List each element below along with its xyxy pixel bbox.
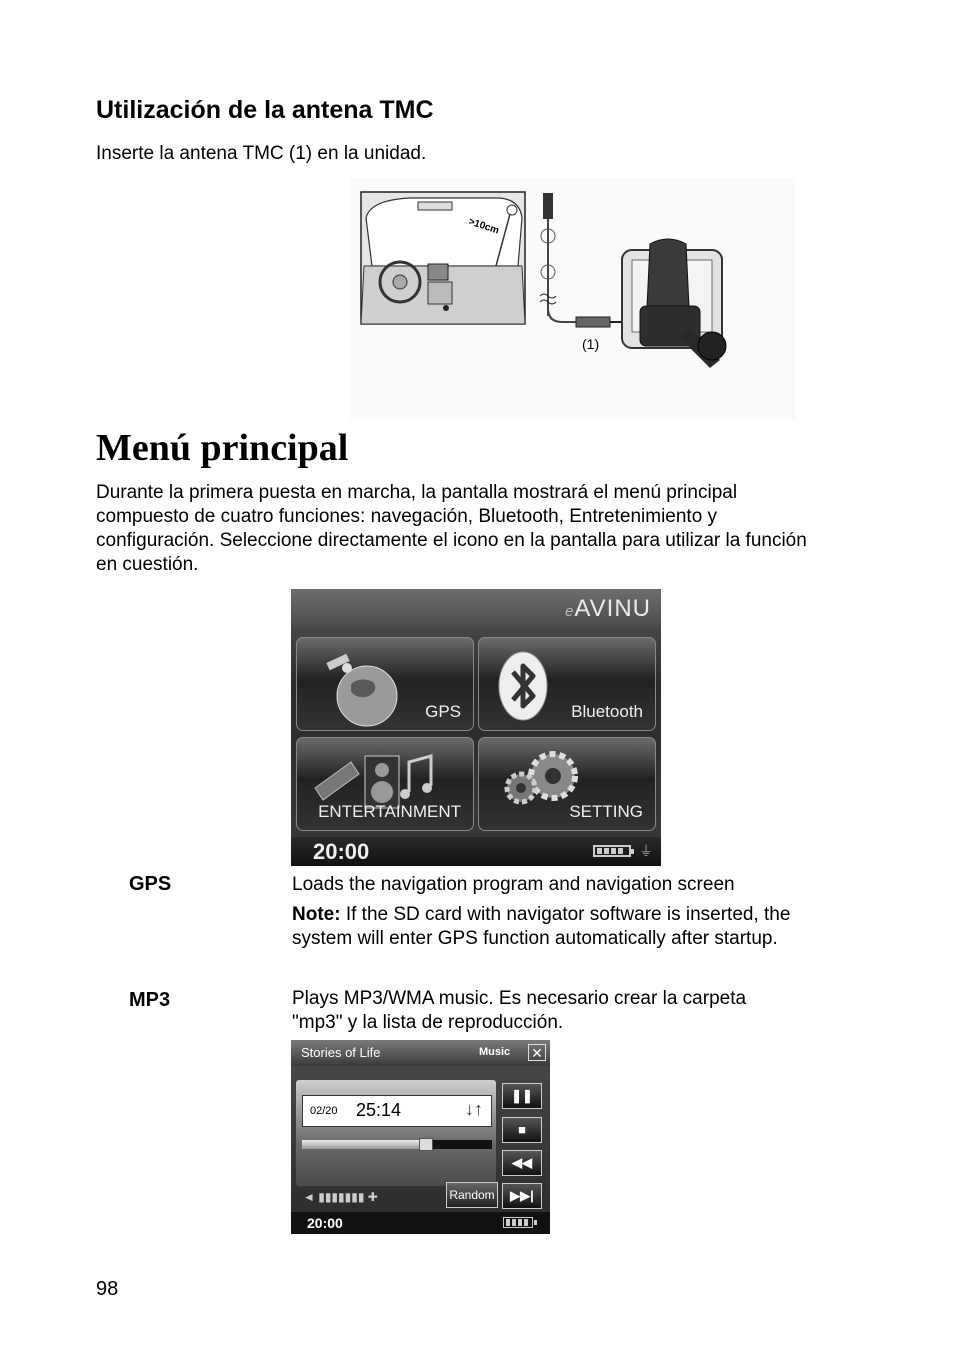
music-topbar <box>291 1040 550 1066</box>
stop-button[interactable]: ■ <box>502 1117 542 1143</box>
close-icon[interactable]: ✕ <box>528 1044 546 1061</box>
bluetooth-icon <box>493 648 553 731</box>
brand-logo: eAVINU <box>565 595 651 622</box>
page-number: 98 <box>96 1278 119 1300</box>
mp3-description: Plays MP3/WMA music. Es necesario crear la carpeta "mp3" y la lista de reproducción. <box>292 988 747 1033</box>
song-title: Stories of Life <box>301 1045 381 1060</box>
pause-button[interactable]: ❚❚ <box>502 1083 542 1109</box>
music-statusbar <box>291 1212 550 1234</box>
sort-arrows-icon[interactable]: ↓↑ <box>465 1099 483 1119</box>
battery-icon-small <box>503 1217 533 1228</box>
entertainment-tile[interactable] <box>296 737 474 831</box>
tmc-antenna-figure <box>350 178 796 420</box>
setting-tile-label: SETTING <box>569 802 643 821</box>
gps-tile-label: GPS <box>425 702 461 721</box>
random-button[interactable]: Random <box>446 1182 498 1208</box>
gps-note: Note: If the SD card with navigator software is inserted, the system will enter GPS function automatically after startup. <box>292 904 791 949</box>
play-time: 25:14 <box>356 1100 402 1120</box>
tmc-instruction: Inserte la antena TMC (1) en la unidad. <box>96 143 427 164</box>
menu-description: Durante la primera puesta en marcha, la pantalla mostrará el menú principal compuesto de cuatro funciones: navegación, Bluetooth, Entretenimiento y configuración. Seleccione directamente el icono en la pantalla para utilizar la función en cuestión. <box>96 482 807 575</box>
menu-clock: 20:00 <box>313 839 370 864</box>
previous-button[interactable]: ◀◀ <box>502 1150 542 1176</box>
menu-topbar <box>291 589 661 629</box>
track-display <box>302 1095 492 1127</box>
progress-bar[interactable] <box>302 1140 492 1149</box>
bluetooth-tile-label: Bluetooth <box>571 702 643 721</box>
section-title-menu: Menú principal <box>96 427 349 469</box>
gps-description: Loads the navigation program and navigation screen <box>292 874 735 895</box>
music-clock: 20:00 <box>307 1215 343 1231</box>
gps-tile[interactable] <box>296 637 474 731</box>
battery-icon <box>593 845 631 857</box>
bluetooth-tile[interactable] <box>478 637 656 731</box>
next-button[interactable]: ▶▶| <box>502 1183 542 1209</box>
music-player-screen <box>291 1040 550 1234</box>
distance-label: >10cm <box>467 216 501 237</box>
track-counter: 02/20 <box>310 1105 338 1117</box>
mode-label: Music <box>479 1046 511 1058</box>
plug-icon: ⏚ <box>639 843 653 859</box>
main-menu-screen <box>291 589 661 866</box>
progress-knob[interactable] <box>419 1138 433 1151</box>
volume-control[interactable]: ◄ ▮▮▮▮▮▮▮ ✚ <box>303 1190 378 1204</box>
callout-label: (1) <box>582 336 600 352</box>
term-mp3: MP3 <box>129 989 171 1011</box>
entertainment-tile-label: ENTERTAINMENT <box>318 802 461 821</box>
menu-statusbar <box>291 837 661 866</box>
section-title-tmc: Utilización de la antena TMC <box>96 96 434 124</box>
term-gps: GPS <box>129 873 172 895</box>
setting-tile[interactable] <box>478 737 656 831</box>
globe-satellite-icon <box>311 648 411 731</box>
